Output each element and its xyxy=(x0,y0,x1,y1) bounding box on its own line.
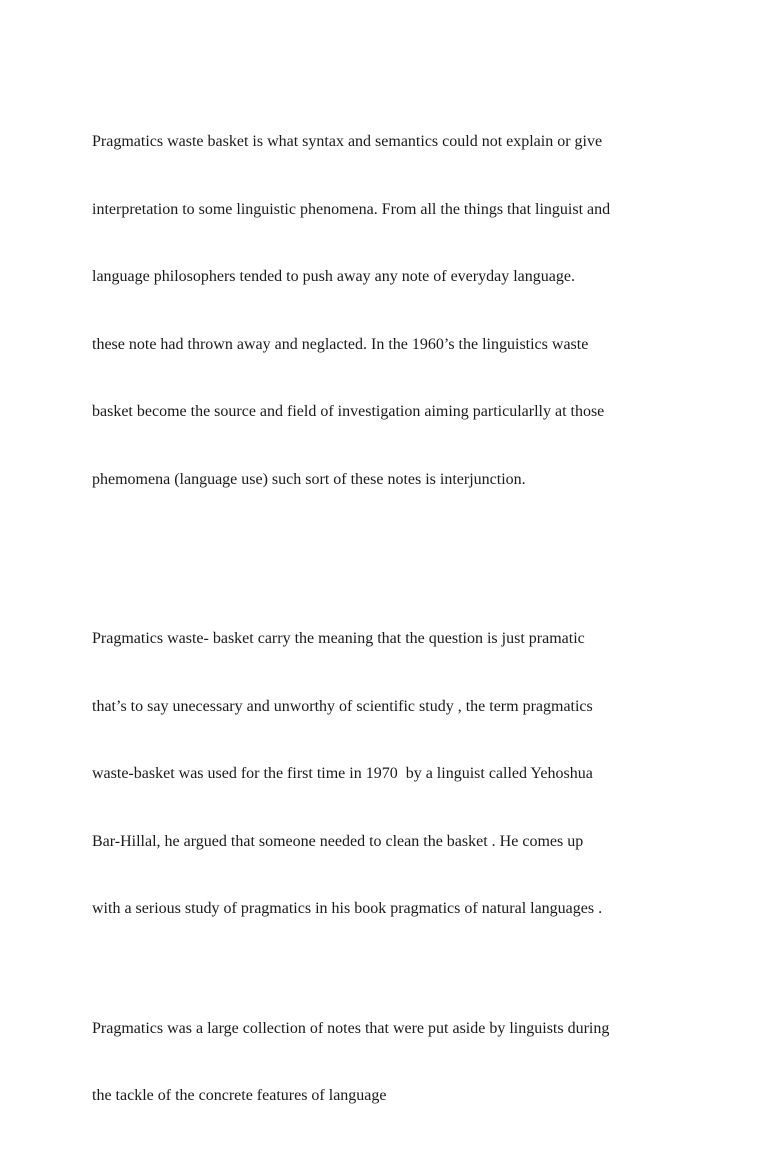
text-line: Pragmatics waste- basket carry the meaning that the question is just pramatic xyxy=(92,630,585,647)
text-line: Pragmatics was a large collection of notes that were put aside by linguists during xyxy=(92,1019,610,1037)
paragraph-spacer xyxy=(92,536,712,583)
text-line: language philosophers tended to push away any note of everyday language. xyxy=(92,268,575,285)
text-line: phemomena (language use) such sort of these notes is interjunction. xyxy=(92,470,526,488)
document-body xyxy=(92,86,712,1153)
paragraph-1 xyxy=(92,86,712,536)
text-line: Bar-Hillal, he argued that someone needed to clean the basket . He comes up xyxy=(92,832,584,850)
text-line: these note had thrown away and neglacted. In the 1960’s the linguistics waste xyxy=(92,335,589,353)
paragraph-2 xyxy=(92,583,712,966)
text-line: interpretation to some linguistic phenomena. From all the things that linguist and xyxy=(92,200,611,218)
text-line: with a serious study of pragmatics in his book pragmatics of natural languages . xyxy=(92,900,603,917)
paragraph-3 xyxy=(92,973,712,1153)
paragraph-spacer xyxy=(92,966,712,973)
text-line: basket become the source and field of investigation aiming particularlly at those xyxy=(92,403,605,420)
text-line: waste-basket was used for the first time in 1970 by a linguist called Yehoshua xyxy=(92,765,593,782)
text-line: Pragmatics waste basket is what syntax and semantics could not explain or give xyxy=(92,133,603,150)
text-line: the tackle of the concrete features of language xyxy=(92,1087,387,1104)
text-line: that’s to say unecessary and unworthy of scientific study , the term pragmatics xyxy=(92,697,593,715)
